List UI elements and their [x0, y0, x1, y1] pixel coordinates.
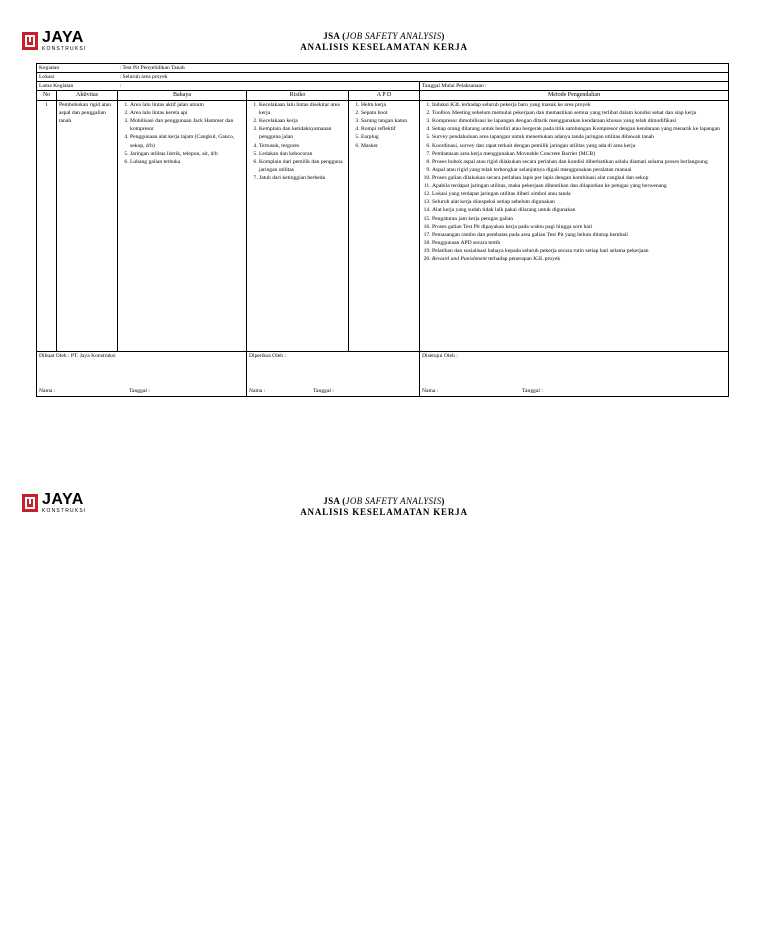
metode-item: 6. Koordinasi, survey dan rapat terkait dengan pemilik jaringan utilitas yang ada di area kerja [432, 142, 726, 150]
row-metode [420, 101, 729, 352]
row-aktivitas: Pembobokan rigid atau aspal dan penggalian tanah [57, 101, 118, 352]
info-row-lama [37, 82, 729, 91]
brand-sub: KONSTRUKSI [42, 46, 87, 52]
risiko-item: 4. Tertusuk, tergores [259, 142, 346, 150]
risiko-item: 1. Kecelakaan lalu lintas disekitar area kerja [259, 101, 346, 117]
metode-item: 12. Lokasi yang terdapat jaringan utilitas diberi simbol atau tanda [432, 190, 726, 198]
metode-item: 7. Pembatasan area kerja menggunakan Moveable Concrete Barrier (MCB) [432, 150, 726, 158]
bahaya-item: 1. Area lalu lintas aktif jalan umum [130, 101, 244, 109]
brand-sub: KONSTRUKSI [42, 508, 87, 514]
row-bahaya [118, 101, 247, 352]
header-no: No [37, 91, 57, 101]
document-title: JSA (JOB SAFETY ANALYSIS) ANALISIS KESELAMATAN KERJA [0, 31, 768, 52]
bahaya-item: 5. Jaringan utilitas listrik, telepon, air, d/b [130, 150, 244, 158]
apd-item: 2. Sepatu boot [361, 109, 417, 117]
lokasi-label: Lokasi [37, 73, 118, 82]
lokasi-value: : Seluruh area proyek [118, 73, 729, 82]
row-risiko [247, 101, 349, 352]
metode-item: 4. Setiap orang dilarang untuk berdiri atau bergerak pada titik sambungan Kompresor dengan kendaraan yang menarik ke lapangan [432, 125, 726, 133]
jsa-table [36, 63, 729, 397]
document-subtitle: ANALISIS KESELAMATAN KERJA [300, 42, 468, 52]
apd-item: 5. Earplug [361, 133, 417, 141]
signature-row [37, 352, 729, 397]
metode-item: 2. Toolbox Meeting sebelum memulai pekerjaan dan memastikan semua yang terlibat dalam kondisi sehat dan siap kerja [432, 109, 726, 117]
risiko-item: 7. Jatuh dari ketinggian berbeda [259, 174, 346, 182]
lama-label: Lama Kegiatan [37, 82, 118, 91]
metode-item: 13. Seluruh alat kerja diinspeksi setiap sebelum digunakan [432, 198, 726, 206]
bahaya-item: 3. Mobilisasi dan penggunaan Jack Hammer dan kompresor [130, 117, 244, 133]
metode-item: 3. Kompresor dimobilisasi ke lapangan dengan ditarik menggunakan kendaraan khusus yang telah dimodifikasi [432, 117, 726, 125]
signature-dibuat: Dibuat Oleh : PT. Jaya Konstruksi Nama : Tanggal : [37, 352, 247, 397]
metode-item: 9. Aspal atau rigid yang telah terbongkar selanjutnya digali menggunakan peralatan manual [432, 166, 726, 174]
apd-item: 4. Rompi reflektif [361, 125, 417, 133]
metode-item: 11. Apabila terdapat jaringan utilitas, maka pekerjaan dihentikan dan dilaporkan ke petugas yang berwenang [432, 182, 726, 190]
metode-item: 16. Proses galian Test Pit dipayakan kerja pada waktu pagi hingga sore hari [432, 223, 726, 231]
kegiatan-label: Kegiatan [37, 64, 118, 73]
row-apd [349, 101, 420, 352]
kegiatan-value: : Test Pit Penyelidikan Tanah [118, 64, 729, 73]
brand-name: JAYA [42, 29, 84, 46]
risiko-item: 6. Komplain dari pemilik dan pengguna jaringan utilitas [259, 158, 346, 174]
header-row [37, 91, 729, 101]
info-row-kegiatan [37, 64, 729, 73]
metode-item: 8. Proses bobok aspal atau rigid dilakukan secara perlahan dan kondisi diberhatikan selalu diamati selama proses berlangsung [432, 158, 726, 166]
document-page-1 [0, 0, 768, 460]
tanggal-mulai-label: Tanggal Mulai Pelaksanaan : [420, 82, 729, 91]
header-risiko: Risiko [247, 91, 349, 101]
apd-item: 3. Sarung tangan katun [361, 117, 417, 125]
risiko-item: 2. Kecelakaan kerja [259, 117, 346, 125]
risiko-item: 5. Ledakan dan kebocoran [259, 150, 346, 158]
bahaya-item: 4. Penggunaan alat kerja tajam (Cangkul, Ganco, sekop, d/b) [130, 133, 244, 149]
metode-item: 1. Induksi K3L terhadap seluruh pekerja baru yang masuk ke area proyek [432, 101, 726, 109]
signature-diperiksa: Diperiksa Oleh : Nama : Tanggal : [247, 352, 420, 397]
row-no: 1 [37, 101, 57, 352]
header-bahaya: Bahaya [118, 91, 247, 101]
metode-item: 5. Survey pendahuluan area lapangan untuk menemukan adanya tanda jaringan utilitas dibawah tanah [432, 133, 726, 141]
header-aktivitas: Aktivitas [57, 91, 118, 101]
bahaya-item: 2. Area lalu lintas kereta api [130, 109, 244, 117]
bahaya-item: 6. Lubang galian terbuka [130, 158, 244, 166]
apd-item: 6. Masker [361, 142, 417, 150]
lama-value: : [118, 82, 420, 91]
metode-item: 20. Reward and Punishment terhadap penerapan K3L proyek [432, 255, 726, 263]
header-apd: A P D [349, 91, 420, 101]
metode-item: 14. Alat kerja yang sudah tidak laik pakai dilarang untuk digunakan [432, 206, 726, 214]
document-title-2: JSA (JOB SAFETY ANALYSIS) ANALISIS KESELAMATAN KERJA [0, 496, 768, 517]
metode-item: 17. Pemasangan rambu dan pembatas pada area galian Test Pit yang belum ditutup kembali [432, 231, 726, 239]
apd-item: 1. Helm kerja [361, 101, 417, 109]
header-metode: Metode Pengendalian [420, 91, 729, 101]
info-row-lokasi [37, 73, 729, 82]
metode-item: 15. Pengaturan jam kerja petugas galian [432, 215, 726, 223]
metode-item: 18. Penggunaan APD secara tertib [432, 239, 726, 247]
table-row [37, 101, 729, 352]
brand-name: JAYA [42, 491, 84, 508]
document-subtitle-2: ANALISIS KESELAMATAN KERJA [300, 507, 468, 517]
document-page-2 [0, 480, 768, 932]
metode-item: 19. Pelatihan dan sosialisasi bahaya kepada seluruh pekerja secara rutin setiap hari selama pekerjaan [432, 247, 726, 255]
risiko-item: 3. Kemplain dan ketidaknyamanan pengguna jalan [259, 125, 346, 141]
metode-item: 10. Proses galian dilakukan secara perlahan lapis per lapis dengan kombinasi alat cangkul dan sekop [432, 174, 726, 182]
signature-disetujui: Disetujui Oleh : Nama : Tanggal : [420, 352, 729, 397]
